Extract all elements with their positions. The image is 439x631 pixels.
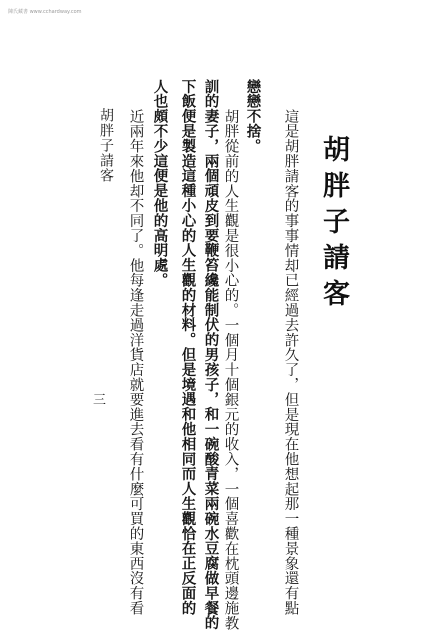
text-line-2-content: 戀戀不捨。: [244, 79, 262, 154]
text-line-5-content: 下飯便是製造這種小心的人生觀的材料。但是境遇和他相同而人生觀恰在正反面的: [179, 79, 197, 616]
text-line-2: [245, 79, 260, 154]
text-line-3: 胡胖從前的人生觀是很小心的。一個月十個銀元的收入，一個喜歡在枕頭邊施教: [222, 109, 239, 631]
page-number: 三: [93, 393, 107, 408]
text-line-4: [203, 79, 218, 630]
text-line-4-content: 訓的妻子，兩個頑皮到要鞭笞纔能制伏的男孩子，和一碗酸青菜兩碗水豆腐做早餐的: [202, 79, 220, 631]
text-line-1: 這是胡胖請客的事事情却已經過去許久了，但是現在他想起那一種景象還有點: [282, 109, 299, 616]
text-line-7: 近兩年來他却不同了。他每逢走過洋貨店就要進去看有什麼可買的東西沒有看: [127, 109, 144, 616]
watermark-text: 陳氏藏書 www.cchardway.com: [8, 9, 82, 15]
text-line-5: [180, 79, 195, 615]
running-head: 胡胖子請客: [98, 108, 114, 183]
chapter-title: 胡胖子請客: [318, 135, 349, 315]
text-line-6: [152, 79, 167, 288]
text-line-6-content: 人也頗不少這便是他的高明處。: [151, 79, 169, 288]
